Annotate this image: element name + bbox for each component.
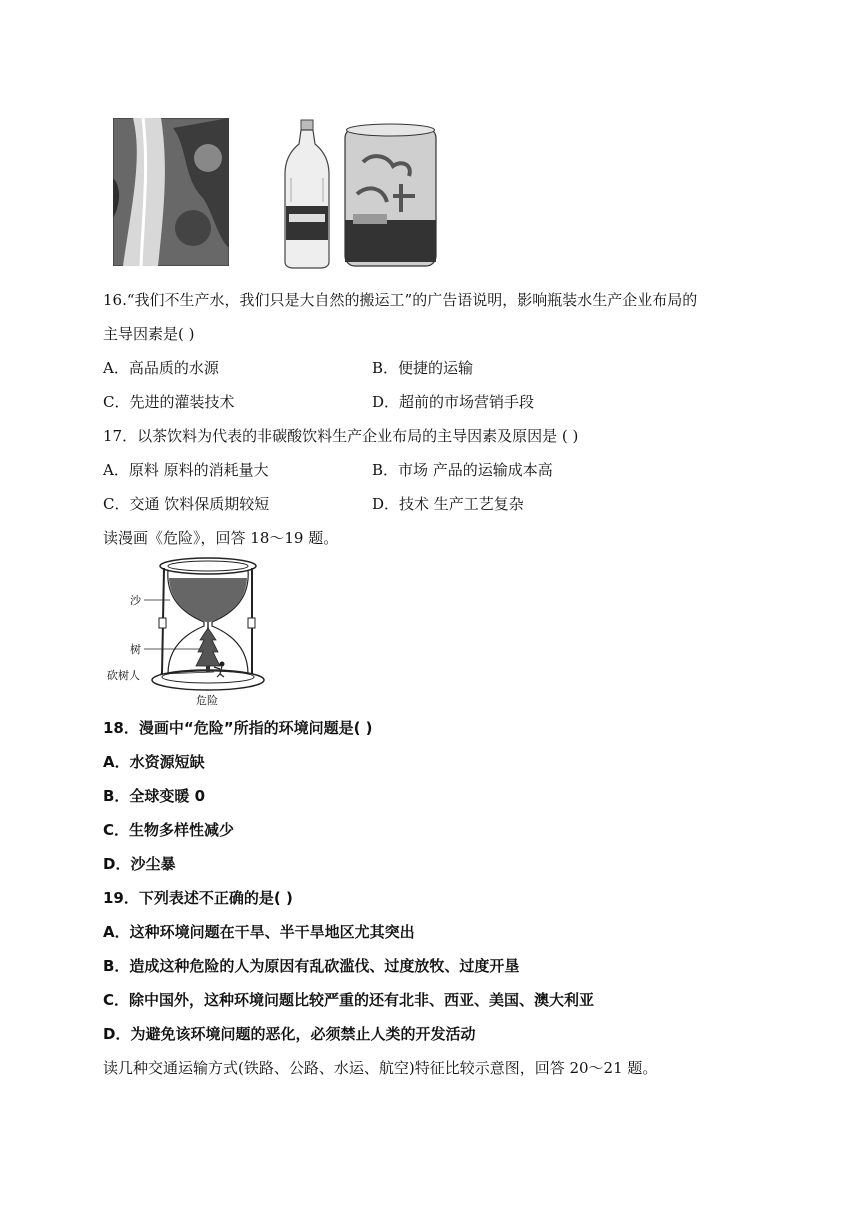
comic-label-cutter: 砍树人	[107, 669, 140, 682]
question-19-option-c: C．除中国外，这种环境问题比较严重的还有北非、西亚、美国、澳大利亚	[103, 991, 595, 1009]
question-17-option-d: D．技术 生产工艺复杂	[372, 495, 524, 513]
water-bottle-image	[281, 118, 333, 270]
question-18-option-b: B．全球变暖 0	[103, 787, 206, 805]
question-19-option-b: B．造成这种危险的人为原因有乱砍滥伐、过度放牧、过度开垦	[103, 957, 520, 975]
question-16-option-b: B．便捷的运输	[372, 359, 474, 377]
question-17-option-b: B．市场 产品的运输成本高	[372, 461, 553, 479]
question-16-option-c: C．先进的灌装技术	[103, 393, 235, 411]
question-18-option-d: D．沙尘暴	[103, 855, 176, 873]
question-16-stem-line1: 16.“我们不生产水，我们只是大自然的搬运工”的广告语说明，影响瓶装水生产企业布局的	[103, 291, 698, 309]
question-17-option-a: A．原料 原料的消耗量大	[103, 461, 269, 479]
comic-caption: 危险	[196, 694, 218, 707]
waterfall-photo	[113, 118, 229, 266]
question-17-option-c: C．交通 饮料保质期较短	[103, 495, 270, 513]
question-18-option-a: A．水资源短缺	[103, 753, 205, 771]
question-16-option-a: A．高品质的水源	[103, 359, 219, 377]
question-16-stem-line2: 主导因素是( )	[103, 325, 195, 343]
question-17-stem: 17．以茶饮料为代表的非碳酸饮料生产企业布局的主导因素及原因是 ( )	[103, 427, 579, 445]
instruction-20-21: 读几种交通运输方式(铁路、公路、水运、航空)特征比较示意图，回答 20～21 题。	[103, 1059, 658, 1077]
comic-label-sand: 沙	[130, 594, 141, 607]
question-19-option-a: A．这种环境问题在干旱、半干旱地区尤其突出	[103, 923, 415, 941]
instruction-18-19: 读漫画《危险》，回答 18～19 题。	[103, 529, 339, 547]
question-18-option-c: C．生物多样性减少	[103, 821, 235, 839]
comic-label-tree: 树	[130, 643, 141, 656]
hourglass-comic	[100, 556, 272, 708]
tea-can-image	[343, 122, 438, 270]
question-18-stem: 18．漫画中“危险”所指的环境问题是( )	[103, 719, 373, 737]
question-19-stem: 19．下列表述不正确的是( )	[103, 889, 293, 907]
question-16-option-d: D．超前的市场营销手段	[372, 393, 535, 411]
question-19-option-d: D．为避免该环境问题的恶化，必须禁止人类的开发活动	[103, 1025, 476, 1043]
